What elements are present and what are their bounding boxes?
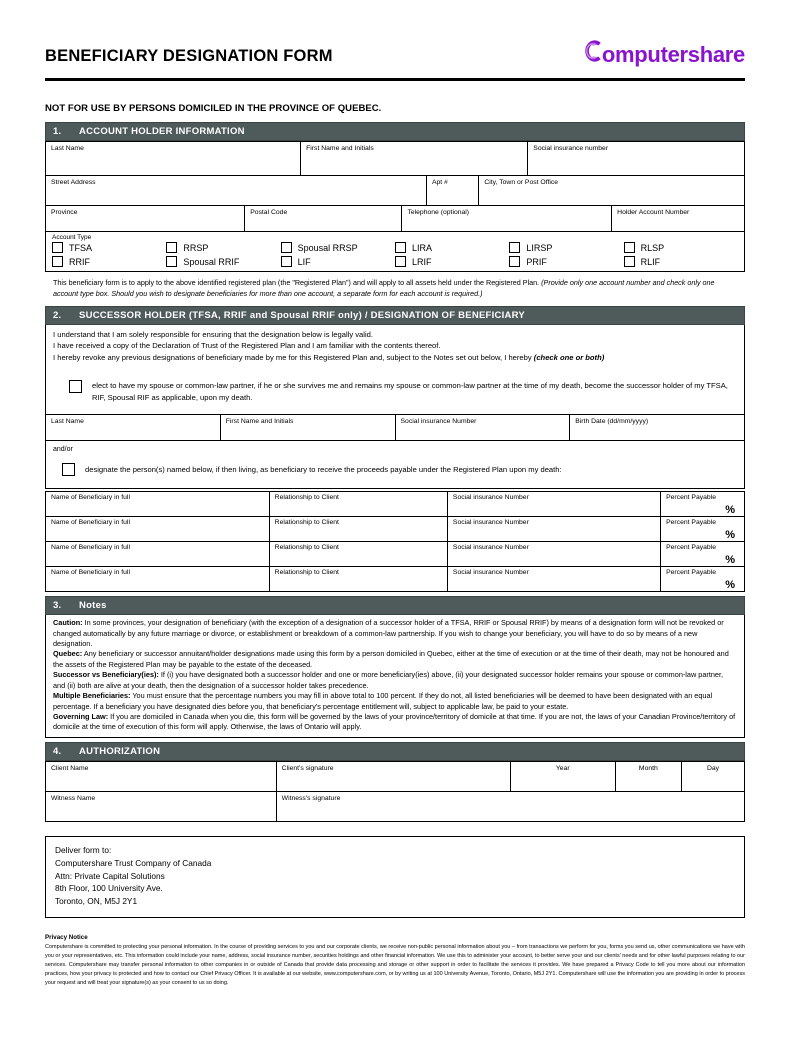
designate-row[interactable] bbox=[46, 453, 744, 488]
field-sin[interactable]: Social insurance number bbox=[528, 142, 745, 176]
section-3-number: 3. bbox=[53, 600, 62, 612]
successor-holder-table bbox=[45, 414, 745, 441]
field-city[interactable]: City, Town or Post Office bbox=[479, 176, 745, 206]
header-divider bbox=[45, 78, 745, 81]
notes-body bbox=[45, 615, 745, 738]
table-row bbox=[46, 542, 745, 567]
successor-last-name[interactable]: Last Name bbox=[46, 415, 221, 441]
successor-elect-text: elect to have my spouse or common-law partner, if he or she survives me and remains my spouse or common-law partner at the time of my death, become the successor holder of my TFSA, RIF, Spousal RIF as applicable, upon my death. bbox=[92, 380, 728, 403]
section-1-title: ACCOUNT HOLDER INFORMATION bbox=[79, 126, 245, 137]
beneficiary-sin-4[interactable]: Social insurance Number bbox=[447, 567, 660, 592]
beneficiary-relationship-2[interactable]: Relationship to Client bbox=[269, 517, 447, 542]
checkbox-icon[interactable] bbox=[395, 242, 406, 253]
note-multiple-beneficiaries: Multiple Beneficiaries: You must ensure that the percentage numbers you may fill in above total to 100 percent. If they do not, all listed beneficiaries will be deemed to have been designated with an equal percentage. If a beneficiary you have designated dies before you, that beneficiary's percentage entitlement will, subject to applicable law, be paid to your estate. bbox=[53, 691, 713, 711]
section-1-header bbox=[45, 122, 745, 141]
account-type-lrif[interactable]: LRIF bbox=[395, 256, 509, 267]
province-table bbox=[45, 205, 745, 232]
successor-sin[interactable]: Social insurance Number bbox=[395, 415, 570, 441]
checkbox-icon[interactable] bbox=[624, 256, 635, 267]
account-type-rrif[interactable]: RRIF bbox=[52, 256, 166, 267]
document-header bbox=[45, 0, 745, 66]
field-last-name[interactable]: Last Name bbox=[46, 142, 301, 176]
privacy-notice-title: Privacy Notice bbox=[45, 934, 88, 942]
section-1-number: 1. bbox=[53, 126, 62, 137]
note-governing-law: Governing Law: If you are domiciled in Canada when you die, this form will be governed by the laws of your province/territory of domicile at that time. If you are not, the laws of your Canadian Province/territory of domicile at the time of execution of this form will apply. Otherwise, the laws of Ontario will apply. bbox=[53, 711, 736, 732]
field-postal-code[interactable]: Postal Code bbox=[245, 206, 402, 232]
table-row bbox=[46, 567, 745, 592]
and-or-label: and/or bbox=[53, 446, 73, 454]
privacy-notice-body: Computershare is committed to protecting your personal information. In the course of providing services to you and our corporate clients, we receive non-public personal information about you – from transactions we perform for you, forms you send us, other communications we have with you or your representatives, etc. This information could include your name, address, social insurance number, securities holdings and other financial information. We use this to administer your account, to better serve your and our clients' needs and for other lawful purposes relating to our services. Computershare may transfer personal information to other companies in or outside of Canada that provide data processing and storage or other support in order to facilitate the services it provides. We have prepared a Privacy Code to tell you more about our information practices, how your privacy is protected and how to contact our Chief Privacy Officer. It is available at our website, www.computershare.com, or by writing us at 100 University Avenue, Toronto, Ontario, M5J 2Y1. Computershare will use the information you are providing in order to process your request and will treat your signature(s) as your consent to us so doing. bbox=[45, 944, 745, 986]
deliver-line-4: 8th Floor, 100 University Ave. bbox=[55, 883, 163, 894]
account-type-rlif[interactable]: RLIF bbox=[624, 256, 738, 267]
quebec-notice: NOT FOR USE BY PERSONS DOMICILED IN THE PROVINCE OF QUEBEC. bbox=[45, 103, 382, 114]
note-caution: Caution: In some provinces, your designation of beneficiary (with the exception of a designation of a successor holder of a TFSA, RRIF or Spousal RRIF) by means of a designation form will not be revoked or changed automatically by any future marriage or divorce, or establishment or breakdown of a common-law partnership. If you wish to change your beneficiary, you will have to do so by means of a new designation. bbox=[53, 618, 724, 649]
beneficiary-sin-2[interactable]: Social insurance Number bbox=[447, 517, 660, 542]
beneficiary-percent-2[interactable]: Percent Payable % bbox=[661, 517, 745, 542]
computershare-logo bbox=[584, 38, 745, 66]
percent-symbol: % bbox=[725, 578, 735, 591]
field-client-name[interactable]: Client Name bbox=[46, 761, 277, 791]
checkbox-icon[interactable] bbox=[281, 242, 292, 253]
page-title: BENEFICIARY DESIGNATION FORM bbox=[45, 47, 333, 65]
account-type-spousal-rrif[interactable]: Spousal RRIF bbox=[166, 256, 280, 267]
account-type-lif[interactable]: LIF bbox=[281, 256, 395, 267]
beneficiary-name-2[interactable]: Name of Beneficiary in full bbox=[46, 517, 270, 542]
privacy-notice bbox=[45, 934, 745, 988]
registered-plan-note: This beneficiary form is to apply to the above identified registered plan (the "Registered Plan") and will apply to all assets held under the Registered Plan. (Provide only one account number and check only one account type box. Should you wish to designate beneficiaries for more than one account, a separate form for each account is required.) bbox=[53, 278, 715, 298]
percent-symbol: % bbox=[725, 528, 735, 541]
successor-birth-date[interactable]: Birth Date (dd/mm/yyyy) bbox=[570, 415, 745, 441]
account-type-label: Account Type bbox=[52, 234, 92, 241]
account-holder-table bbox=[45, 141, 745, 176]
field-month[interactable]: Month bbox=[615, 761, 681, 791]
checkbox-icon[interactable] bbox=[395, 256, 406, 267]
s2-line-3: I hereby revoke any previous designations of beneficiary made by me for this Registered Plan and, subject to the Notes set out below, I hereby (check one or both) bbox=[53, 353, 605, 363]
account-type-rrsp[interactable]: RRSP bbox=[166, 242, 280, 253]
s2-line-2: I have received a copy of the Declaration of Trust of the Registered Plan and I am familiar with the contents thereof. bbox=[53, 341, 441, 351]
address-table bbox=[45, 175, 745, 206]
beneficiary-relationship-1[interactable]: Relationship to Client bbox=[269, 492, 447, 517]
section-4-title: AUTHORIZATION bbox=[79, 745, 161, 757]
beneficiary-relationship-3[interactable]: Relationship to Client bbox=[269, 542, 447, 567]
table-row bbox=[46, 492, 745, 517]
checkbox-icon[interactable] bbox=[52, 242, 63, 253]
checkbox-icon[interactable] bbox=[281, 256, 292, 267]
s2-line-1: I understand that I am solely responsible for ensuring that the designation below is legally valid. bbox=[53, 329, 373, 339]
percent-symbol: % bbox=[725, 553, 735, 566]
logo-wordmark: omputershare bbox=[601, 42, 745, 67]
field-witness-signature[interactable]: Witness's signature bbox=[276, 791, 744, 821]
checkbox-icon[interactable] bbox=[509, 256, 520, 267]
table-row bbox=[46, 142, 745, 176]
account-type-lirsp[interactable]: LIRSP bbox=[509, 242, 623, 253]
account-type-rlsp[interactable]: RLSP bbox=[624, 242, 738, 253]
designate-text: designate the person(s) named below, if then living, as beneficiary to receive the proceeds payable under the Registered Plan upon my death: bbox=[85, 464, 562, 474]
beneficiary-percent-3[interactable]: Percent Payable % bbox=[661, 542, 745, 567]
field-year[interactable]: Year bbox=[510, 761, 615, 791]
beneficiary-sin-1[interactable]: Social insurance Number bbox=[447, 492, 660, 517]
beneficiary-sin-3[interactable]: Social insurance Number bbox=[447, 542, 660, 567]
table-row bbox=[46, 176, 745, 206]
field-province[interactable]: Province bbox=[46, 206, 245, 232]
beneficiary-table bbox=[45, 491, 745, 592]
witness-table bbox=[45, 791, 745, 822]
beneficiary-percent-1[interactable]: Percent Payable % bbox=[661, 492, 745, 517]
beneficiary-relationship-4[interactable]: Relationship to Client bbox=[269, 567, 447, 592]
beneficiary-name-4[interactable]: Name of Beneficiary in full bbox=[46, 567, 270, 592]
field-holder-account-number[interactable]: Holder Account Number bbox=[612, 206, 745, 232]
field-street-address[interactable]: Street Address bbox=[46, 176, 427, 206]
deliver-line-2: Computershare Trust Company of Canada bbox=[55, 857, 212, 868]
field-witness-name[interactable]: Witness Name bbox=[46, 791, 277, 821]
section-4-number: 4. bbox=[53, 745, 62, 757]
checkbox-icon[interactable] bbox=[509, 242, 520, 253]
checkbox-icon[interactable] bbox=[624, 242, 635, 253]
field-first-name[interactable]: First Name and Initials bbox=[301, 142, 528, 176]
account-type-grid bbox=[46, 242, 744, 267]
successor-elect-row[interactable] bbox=[53, 364, 737, 414]
designate-checkbox-icon[interactable] bbox=[62, 463, 75, 476]
authorization-table bbox=[45, 761, 745, 792]
section-2-number: 2. bbox=[53, 309, 62, 321]
deliver-form-box bbox=[45, 836, 745, 918]
logo-c-icon bbox=[584, 38, 603, 62]
section-2-body bbox=[45, 325, 745, 416]
table-row bbox=[46, 791, 745, 821]
checkbox-icon[interactable] bbox=[52, 256, 63, 267]
section-4-header bbox=[45, 742, 745, 761]
checkbox-icon[interactable] bbox=[166, 256, 177, 267]
field-telephone[interactable]: Telephone (optional) bbox=[402, 206, 612, 232]
table-row bbox=[46, 415, 745, 441]
deliver-line-5: Toronto, ON, M5J 2Y1 bbox=[55, 896, 138, 907]
beneficiary-name-3[interactable]: Name of Beneficiary in full bbox=[46, 542, 270, 567]
account-type-spousal-rrsp[interactable]: Spousal RRSP bbox=[281, 242, 395, 253]
note-successor-vs-beneficiary: Successor vs Beneficiary(ies): If (i) you have designated both a successor holder and one or more beneficiary(ies) above, (ii) your designated successor holder remains your spouse or common-law partner, and (ii) both are alive at your death, then the designation of a successor holder takes precedence. bbox=[53, 670, 724, 690]
percent-symbol: % bbox=[725, 503, 735, 516]
section-3-header bbox=[45, 596, 745, 615]
deliver-line-1: Deliver form to: bbox=[55, 844, 112, 855]
beneficiary-percent-4[interactable]: Percent Payable % bbox=[661, 567, 745, 592]
table-row bbox=[46, 517, 745, 542]
section-2-title: SUCCESSOR HOLDER (TFSA, RRIF and Spousal RRIF only) / DESIGNATION OF BENEFICIARY bbox=[79, 309, 525, 321]
field-apt[interactable]: Apt # bbox=[426, 176, 478, 206]
section-3-title: Notes bbox=[79, 600, 107, 612]
field-client-signature[interactable]: Client's signature bbox=[276, 761, 510, 791]
designate-block bbox=[45, 441, 745, 489]
account-type-tfsa[interactable]: TFSA bbox=[52, 242, 166, 253]
account-type-prif[interactable]: PRIF bbox=[509, 256, 623, 267]
note-quebec: Quebec: Any beneficiary or successor annuitant/holder designations made using this form by a person domiciled in Quebec, either at the time of execution or at the time of their death, may not be honoured and the assets of the Registered Plan may be payable to the estate of the deceased. bbox=[53, 649, 729, 669]
beneficiary-name-1[interactable]: Name of Beneficiary in full bbox=[46, 492, 270, 517]
account-type-section bbox=[45, 232, 745, 272]
table-row bbox=[46, 761, 745, 791]
table-row bbox=[46, 206, 745, 232]
successor-first-name[interactable]: First Name and Initials bbox=[220, 415, 395, 441]
checkbox-icon[interactable] bbox=[166, 242, 177, 253]
account-type-lira[interactable]: LIRA bbox=[395, 242, 509, 253]
section-2-header bbox=[45, 306, 745, 325]
field-day[interactable]: Day bbox=[682, 761, 745, 791]
successor-elect-checkbox-icon[interactable] bbox=[69, 380, 82, 393]
deliver-line-3: Attn: Private Capital Solutions bbox=[55, 870, 165, 881]
